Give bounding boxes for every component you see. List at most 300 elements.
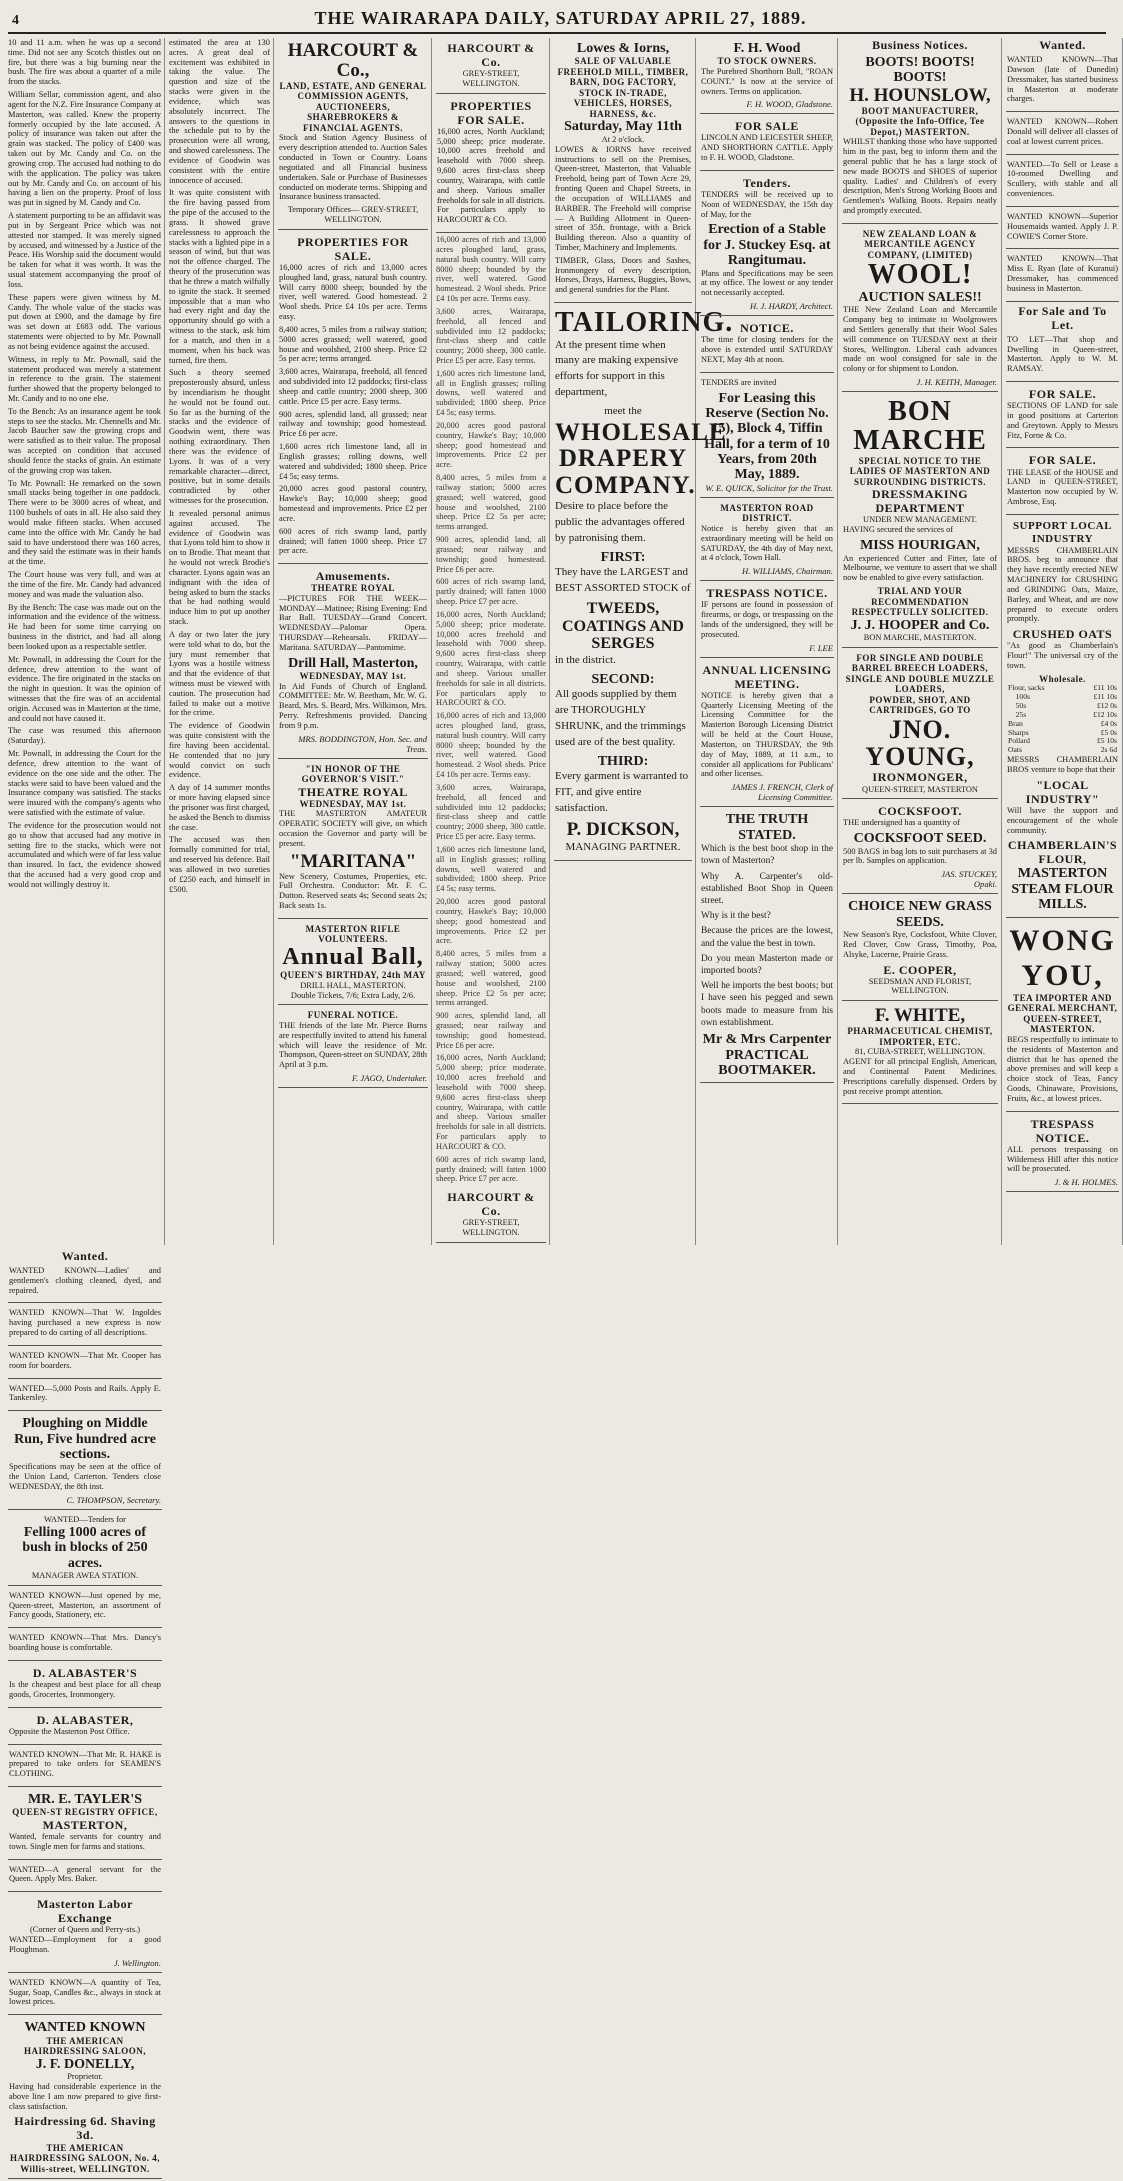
wanted-ad (8, 1747, 162, 1787)
ad-body: WANTED KNOWN—That Miss E. Ryan (late of Kuranui) Dressmaker, has commenced business in Masterton. (1007, 254, 1118, 293)
ad-subheading: THE AMERICAN HAIRDRESSING SALOON, (23, 2035, 147, 2057)
properties-ad-2 (436, 96, 546, 233)
ad-body: 1,600 acres rich limestone land, all in English grasses; rolling downs, well watered and subdivided; 1800 sheep. Price £4 5s; easy terms. (279, 442, 427, 481)
wanted-ad (1006, 114, 1119, 154)
ad-heading: Lowes & Iorns, (576, 41, 670, 56)
ad-body: Plans and Specifications may be seen at my office. The lowest or any tender not necessarily accepted. (701, 268, 833, 298)
alabaster-ad (8, 1663, 162, 1708)
f-white-chemist-ad (842, 1003, 998, 1104)
staff-name: MISS HOURIGAN, (860, 538, 980, 554)
bootmaker-title: PRACTICAL BOOTMAKER. (718, 1047, 816, 1078)
hall-date: WEDNESDAY, MAY 1st. (299, 671, 407, 682)
dialogue-line: Well he imports the best boots; but I have seen his pegged and sewn boots made to measure from his own establishment. (701, 981, 833, 1028)
wanted-ad (8, 1348, 162, 1379)
ad-office: GREY-STREET, WELLINGTON. (462, 69, 520, 88)
ad-role: PHARMACEUTICAL CHEMIST, IMPORTER, ETC. (847, 1026, 993, 1047)
paragraph: 16,000 acres, North Auckland; 5,000 sheep; price moderate. 10,000 acres freehold and leasehold with 7000 sheep. 9,600 acres first-class sheep country, Wairarapa, with cattle and sheep. Various smaller freeholds for sale in all districts. For particulars apply to HARCOURT & CO. (436, 1053, 546, 1151)
ad-body: The Purebred Shorthorn Bull, "ROAN COUNT." Is now at the service of owners. Terms on application. (701, 66, 833, 96)
ad-time: At 2 o'clock. (601, 134, 645, 144)
wanted-ad (1006, 52, 1119, 112)
price-row (1007, 746, 1118, 755)
ad-date: WEDNESDAY, MAY 1st. (299, 798, 407, 809)
wood-bull-ad (700, 38, 834, 114)
price-cell: Sharps (1008, 727, 1029, 737)
prices-heading: Wholesale. (1039, 673, 1086, 684)
ad-body: WANTED—Employment for a good Ploughman. (9, 1935, 161, 1954)
opera-title: "MARITANA" (289, 850, 417, 872)
ad-big-title: JNO. YOUNG, (865, 714, 975, 772)
ad-place: 81, CUBA-STREET, WELLINGTON. (854, 1047, 986, 1057)
paragraph: The Court house was very full, and was at the time of the fire. Mr. Candy had advanced money and was made the valuation also. (8, 570, 161, 599)
paragraph: 3,600 acres, Wairarapa, freehold, all fenced and subdivided into 12 paddocks; first-class sheep and cattle country; 2000 sheep, 300 cattle. Price £5 per acre. Easy terms. (436, 306, 546, 365)
column-6-notices (700, 38, 838, 1245)
ad-heading: Tenders. (743, 175, 791, 190)
ad-body: 500 BAGS in bag lots to suit purchasers at 3d per lb. Samples on application. (843, 846, 997, 866)
column-3-harcourt-amusements (278, 38, 432, 1245)
signature: MANAGER AWEA STATION. (31, 1570, 139, 1580)
paragraph: William Sellar, commission agent, and also agent for the N.Z. Fire Insurance Company at Masterton, was called. Knew the property formerly occupied by the late accused. A policy of insurance was taken out after the grain was stacked. The policy of £400 was taken out by Mr. Candy and Co. on the growing crop. The accused had nothing to do with the application. The policy was taken out by Mr. Candy and Co. on account of his having a lien on the property. Proof of loss was put in signed by M. Candy and Co. (8, 90, 161, 208)
funeral-notice (278, 1007, 428, 1088)
wanted-ad (1006, 209, 1119, 249)
signature: W. E. QUICK, Solicitor for the Trust. (705, 482, 833, 493)
tenders-stable-ad (700, 173, 834, 316)
wool-auction-ad (842, 226, 998, 392)
to-let-ad (1006, 332, 1119, 382)
signature-role: MANAGING PARTNER. (565, 841, 681, 854)
dialogue-line: Because the prices are the lowest, and the value the best in town. (701, 926, 833, 949)
paragraph: A day of 14 summer months or more having elapsed since the prisoner was first charged, he asked the Bench to dismiss the case. (169, 783, 271, 832)
ad-subheading: (Corner of Queen and Perry-sts.) (29, 1925, 140, 1935)
cocksfoot-ad (842, 801, 998, 894)
felling-tender-ad (8, 1512, 162, 1586)
motto: "LOCAL INDUSTRY" (1025, 777, 1100, 806)
road-district-ad (700, 500, 834, 581)
ad-body: WANTED KNOWN—That Mr. Cooper has room for boarders. (9, 1350, 161, 1370)
ad-heading: FOR SINGLE AND DOUBLE BARREL BREECH LOADERS, (851, 652, 989, 674)
ad-heading: BOOTS! BOOTS! BOOTS! (865, 55, 975, 86)
ad-big-title: Annual Ball, (282, 943, 424, 970)
labor-exchange-ad (8, 1894, 162, 1973)
ad-body: WANTED—5,000 Posts and Rails. Apply E. Tankersley. (9, 1383, 161, 1403)
price-cell: £4 0s (1100, 718, 1117, 728)
price-cell: £5 10s (1096, 736, 1117, 746)
ad-body: WANTED—A general servant for the Queen. Apply Mrs. Baker. (9, 1864, 161, 1884)
ad-body: At the present time when many are making expensive efforts for support in this department, (555, 338, 679, 399)
price-cell: £12 10s (1093, 709, 1117, 719)
wanted-ad (8, 1630, 162, 1661)
mill-name: CHAMBERLAIN'S FLOUR, (1007, 838, 1118, 867)
signature: H. WILLIAMS, Chairman. (742, 566, 833, 577)
wong-you-ad (1006, 920, 1119, 1112)
ad-body: An experienced Cutter and Fitter, late of Melbourne, we venture to assert that we shall now be enabled to give every satisfaction. (843, 553, 997, 583)
chamberlain-flour-ad (1006, 517, 1119, 918)
mill-title: MASTERTON STEAM FLOUR MILLS. (1011, 866, 1114, 913)
price-table (1007, 684, 1118, 755)
ad-body: They have the LARGEST and BEST ASSORTED STOCK of (555, 566, 691, 595)
registry-office-ad (8, 1789, 162, 1860)
price-cell: £12 0s (1096, 700, 1117, 710)
paragraph: 10 and 11 a.m. when he was up a second time. Did not see any Scotch thistles out on fire, but there was a big burning near the bush. The fire was about a quarter of a mile from the stacks. (8, 38, 161, 87)
price-cell: £11 10s (1093, 692, 1117, 702)
ad-body: 900 acres, splendid land, all grassed; near railway and township; good homestead. Price £6 per acre. (279, 409, 427, 439)
theatre-heading: THEATRE ROYAL (298, 784, 408, 799)
ad-body: All goods supplied by them are THOROUGHLY SHRUNK, and the trimmings used are of the best quality. (555, 688, 686, 748)
column-8-wanted-chamberlain (1006, 38, 1123, 1245)
ad-heading: FOR SALE. (1028, 453, 1097, 468)
ad-heading: D. ALABASTER, (36, 1712, 134, 1727)
signature-place: Opaki. (973, 879, 997, 890)
dialogue-line: Why is it the best? (701, 911, 771, 922)
wanted-ad (8, 1588, 162, 1628)
truth-stated-ad (700, 809, 834, 1083)
ad-heading: SUPPORT LOCAL INDUSTRY (1012, 519, 1113, 545)
ad-heading: TRESPASS NOTICE. (706, 586, 828, 601)
ad-subheading: QUEEN-ST REGISTRY OFFICE, (12, 1807, 158, 1818)
price-cell: Pollard (1008, 736, 1030, 746)
ad-body: NOTICE is hereby given that a Quarterly Licensing Meeting of the Licensing Committee for the Masterton Borough Licensing District will be held at the Court House, Masterton, on THURSDAY, the 9th day of May, 1889, at 11 a.m., to consider all applications for Publicans' and other licenses. (701, 690, 833, 779)
ad-body: 600 acres of rich swamp land, partly drained; will fatten 1000 sheep. Price £7 per acre. (279, 526, 427, 556)
ad-heading: THE TRUTH STATED. (725, 812, 809, 843)
price-cell: £11 10s (1093, 683, 1117, 693)
wool-title: WOOL! (867, 259, 973, 291)
theatre-body: —PICTURES FOR THE WEEK— MONDAY—Matinee; Rising Evening: End Bar Ball. TUESDAY—Grand Concert. WEDNESDAY—Palomar Opera. THURSDAY—Rehearsals. FRIDAY—Maritana. SATURDAY—Pantomime. (279, 593, 427, 652)
section-heading: For Sale and To Let. (1018, 303, 1107, 332)
paragraph: By the Bench: The case was made out on the information and the evidence of the witness. He had been for some time carrying on business in the district, and had all along been looked upon as a respectable settler. (8, 602, 161, 651)
paragraph: Mr. Pownall, in addressing the Court for the defence, drew attention to the want of evidence on the one side and the other. The stacks were said to have been valued and the Insurance company was satisfied. The stacks were insured with the company's agents who were satisfied with the estimate of value. (8, 749, 161, 818)
ad-big-title: H. HOUNSLOW, (849, 84, 991, 106)
trespass-notice-ad (1006, 1114, 1119, 1193)
ad-body: Wanted, female servants for country and town. Single men for farms and stations. (9, 1831, 161, 1851)
section-heading: Amusements. (315, 569, 391, 584)
paragraph: These papers were given witness by M. Candy. The whole value of the stacks was put down at £900, and the damage by fire was set down at £683 odd. The various statements were objected to by Mr. Pownall as not being evidence against the accused. (8, 292, 161, 351)
ad-body: WANTED KNOWN—Ladies' and gentlemen's clothing cleaned, dyed, and repaired. (9, 1266, 161, 1295)
paragraph: The evidence of Goodwin was quite consistent with the fire having been accidental. He contended that no jury would convict on such evidence. (169, 721, 270, 780)
ad-heading: "IN HONOR OF THE GOVERNOR'S VISIT." (301, 763, 405, 785)
signature: J. H. KEITH, Manager. (916, 377, 997, 388)
ad-tickets: Double Tickets, 7/6; Extra Lady, 2/6. (290, 990, 416, 1000)
signature: J. & H. HOLMES. (1054, 1177, 1118, 1188)
ad-heading: NOTICE. (740, 321, 794, 336)
price-line: Hairdressing 6d. Shaving 3d. (14, 2114, 156, 2143)
ad-heading: FOR SALE. (1028, 387, 1097, 402)
alabaster-ad-2 (8, 1710, 162, 1745)
ad-heading: TRESPASS NOTICE. (1030, 1116, 1095, 1145)
paragraph: To the Bench: As an insurance agent he took steps to see the stacks. Mr. Chennells and Mr. Jacob Baucher saw the growing crops and were satisfied as to their value. The proposal was accepted on condition that accused should fence the stacks of grain. An estimate of the growing crop was taken. (8, 406, 161, 475)
price-cell: 50s (1008, 700, 1027, 710)
wanted-ad (1006, 157, 1119, 207)
ad-subheading: BOOT MANUFACTURER, (Opposite the Info-Office, Tee Depot,) MASTERTON. (855, 105, 985, 137)
price-cell: 2s 6d (1100, 745, 1117, 755)
governor-visit-ad (278, 761, 428, 919)
ad-body: Having had considerable experience in the above line I am now prepared to give first-class satisfaction. (9, 2081, 161, 2111)
ad-body: Notice is hereby given that an extraordinary meeting will be held on SATURDAY, the 4th day of May next, at 4 o'clock, Town Hall. (701, 523, 833, 563)
ad-body: New Scenery, Costumes, Properties, etc. Full Orchestra. Conductor: Mr. F. C. Dutton. Reserved seats 4s; Second seats 2s; Back seats 1s. (279, 871, 427, 911)
paragraph: The case was resumed this afternoon (Saturday). (8, 726, 161, 746)
column-4-properties (436, 38, 550, 1245)
ad-heading: D. ALABASTER'S (32, 1665, 138, 1680)
signature-name: E. COOPER, (883, 962, 957, 977)
ad-body: TENDERS are invited (701, 377, 777, 387)
ad-body: MESSRS CHAMBERLAIN BROS. beg to announce that they have recently erected NEW MACHINERY for CRUSHING and GRINDING Oats, Maize, Barley, and Wheat, and are now prepared to execute orders promptly. (1007, 545, 1118, 624)
price-cell: £5 0s (1100, 727, 1117, 737)
signature-name: P. DICKSON, (566, 819, 680, 841)
properties-ad (278, 232, 428, 564)
signature-name: Mr & Mrs Carpenter (702, 1032, 832, 1048)
ad-body: Opposite the Masterton Post Office. (9, 1726, 130, 1736)
ad-heading: F. H. Wood (733, 41, 801, 56)
signature: F. H. WOOD, Gladstone. (746, 99, 833, 110)
signature: JAMES J. FRENCH, Clerk of Licensing Committee. (731, 782, 833, 803)
dept-heading: DRESSMAKING DEPARTMENT (871, 487, 969, 516)
proprietor-name: J. F. DONELLY, (35, 2056, 135, 2072)
section-heading: Business Notices. (872, 38, 968, 52)
sheep-sale-ad (700, 116, 834, 171)
ad-body: LOWES & IORNS have received instructions to sell on the Premises, Queen-street, Masterton, that Valuable Freehold, being part of Town Acre 29, fronting Queen and Chapel Streets, in the occupation of WILLIAMS and BARBER. The Freehold will comprise— A Building Allotment in Queen-street of 35ft. frontage, with a Brick Building thereon. Also a quantity of Timber, Machinery and Implements. (555, 144, 691, 252)
ad-body: WANTED KNOWN—Just opened by me, Queen-street, Masterton, an assortment of Fancy goods, Stationery, etc. (9, 1590, 161, 1620)
ad-body: IF persons are found in possession of firearms, or dogs, or trespassing on the lands of the undersigned, they will be prosecuted. (701, 600, 833, 639)
ad-heading: ANNUAL LICENSING MEETING. (702, 662, 832, 691)
paragraph: Witness, in reply to Mr. Pownall, said the statement produced was merely a statement in reference to the grain. The statement further showed that the property belonged to Mr. Candy and to no one else. (8, 354, 161, 403)
ad-body: in the district. (555, 653, 616, 666)
ad-subheading: TEA IMPORTER AND GENERAL MERCHANT, QUEEN-STREET, MASTERTON. (1007, 992, 1118, 1035)
ad-body: LINCOLN AND LEICESTER SHEEP, AND SHORTHORN CATTLE. Apply to F. H. WOOD, Gladstone. (701, 133, 833, 163)
paragraph: 8,400 acres, 5 miles from a railway station; 5000 acres grassed; well watered, good house and woolshed, 2100 sheep. Price £2 5s per acre; terms arranged. (436, 473, 546, 532)
dialogue-line: Which is the best boot shop in the town of Masterton? (701, 844, 833, 867)
newspaper-title: THE WAIRARAPA DAILY, SATURDAY APRIL 27, 1889. (314, 8, 807, 28)
ad-body: THE undersigned has a quantity of (843, 818, 960, 828)
ad-body: HAVING secured the services of (843, 525, 954, 535)
dialogue-line: Why A. Carpenter's old-established Boot Shop in Queen street. (701, 871, 833, 906)
ad-body: 3,600 acres, Wairarapa, freehold, all fenced and subdivided into 12 paddocks; first-class sheep and cattle country; 2000 sheep, 300 cattle. Price £5 per acre. Easy terms. (279, 367, 427, 406)
trespass-notice-ad (700, 583, 834, 657)
price-cell: 100s (1008, 692, 1030, 702)
ad-heading: WANTED—Tenders for (44, 1514, 126, 1524)
ad-body: WHILST thanking those who have supported him in the past, beg to inform them and the general public that he has a large stock of new made BOOTS and SHOES of superior quality. Ladies' and Children's of every description, Men's Strong Working Boots and Gentlemen's Walking Boots. Repairs neatly and promptly executed. (843, 137, 997, 216)
wanted-ad (8, 1263, 162, 1303)
ad-body: Is the cheapest and best place for all cheap goods, Groceries, Ironmongery. (9, 1679, 161, 1699)
ad-meet: meet the (604, 405, 642, 418)
paragraph: A day or two later the jury were told what to do, but the jury must remember that Lyons was a hostile witness and that the evidence of that witness must be viewed with caution. The prosecution had failed to make out a motive for the crime. (169, 629, 270, 718)
ad-footer: THE AMERICAN HAIRDRESSING SALOON, No. 4, Willis-street, WELLINGTON. (9, 2142, 161, 2174)
ad-big-title: F. WHITE, (874, 1005, 966, 1027)
wholesale-drapery-title: WHOLESALE DRAPERY COMPANY. (555, 419, 727, 499)
ad-heading: FOR SALE (735, 119, 799, 134)
harcourt-ad (278, 38, 428, 230)
section-heading: Wanted. (61, 1248, 109, 1263)
signature: F. LEE (809, 642, 833, 653)
ad-big-title: WANTED KNOWN (24, 2020, 146, 2036)
point-heading: FIRST: (600, 549, 646, 565)
ad-heading: HARCOURT & Co., (287, 40, 419, 81)
point-heading: THIRD: (597, 753, 649, 769)
signature: C. THOMPSON, Secretary. (66, 1494, 161, 1505)
ad-body: 16,000 acres, North Auckland; 5,000 sheep; price moderate. 10,000 acres freehold and leasehold with 7000 sheep. 9,600 acres first-class sheep country, Wairarapa, with cattle and sheep. Various smaller freeholds for sale in all districts. For particulars apply to HARCOURT & CO. (437, 126, 545, 225)
ad-body: THE MASTERTON AMATEUR OPERATIC SOCIETY will give, on which occasion the Governor and party will be present. (279, 809, 427, 848)
signature: F. JAGO, Undertaker. (351, 1073, 427, 1083)
ad-body: BEGS respectfully to intimate to the residents of Masterton and district that he has opened the above premises and will keep a choice stock of Teas, Fancy Goods, Chinaware, Provisions, Fruits, &c., at lowest prices. (1007, 1034, 1118, 1103)
ad-body: 8,400 acres, 5 miles from a railway station; 5000 acres grassed; well watered, good house and woolshed, 2100 sheep. Price £2 5s per acre; terms arranged. (279, 324, 427, 364)
harcourt-ad-3 (436, 1187, 546, 1243)
wanted-ad (8, 1305, 162, 1345)
paragraph: 20,000 acres good pastoral country, Hawke's Bay; 10,000 sheep; good homestead and improvements. Price £2 per acre. (436, 420, 546, 470)
ad-subheading: SINGLE AND DOUBLE MUZZLE LOADERS, (845, 673, 995, 695)
page-number: 4 (12, 13, 19, 28)
column-5-lowes-tailoring (554, 38, 734, 1245)
paragraph: 1,600 acres rich limestone land, all in English grasses; rolling downs, well watered and subdivided; 1800 sheep. Price £4 5s; easy terms. (436, 844, 546, 894)
ad-heading: PROPERTIES FOR SALE. (450, 98, 532, 127)
paragraph: The accused was then formally committed for trial, and reserved his defence. Bail was allowed in two sureties of £250 each, and himself in £500. (169, 835, 270, 894)
ad-big-title: COCKSFOOT SEED. (853, 831, 987, 847)
ad-body: THE friends of the late Mr. Pierce Burns are respectfully invited to attend his funeral which will leave the residence of Mr. Thompson, Queen-street on SUNDAY, 28th April at 3 p.m. (279, 1020, 427, 1070)
ad-office: Temporary Offices— GREY-STREET, WELLINGTON. (287, 205, 419, 225)
ad-body: WANTED KNOWN—That Mr. R. HAKE is prepared to take orders for SEAMEN'S CLOTHING. (9, 1749, 161, 1779)
paragraph: 16,000 acres, North Auckland; 5,000 sheep; price moderate. 10,000 acres freehold and leasehold with 7000 sheep. 9,600 acres first-class sheep country, Wairarapa, with cattle and sheep. Various smaller freeholds for sale in all districts. For particulars apply to HARCOURT & CO. (436, 609, 546, 708)
paragraph: 8,400 acres, 5 miles from a railway station; 5000 acres grassed; well watered, good house and woolshed, 2100 sheep. Price £2 5s per acre; terms arranged. (436, 949, 546, 1008)
signature: J. Wellington. (113, 1957, 161, 1968)
ad-body: Will have the support and encouragement of the whole community. (1007, 805, 1118, 835)
for-sale-ad (1006, 450, 1119, 514)
ad-body: WANTED KNOWN—A quantity of Tea, Sugar, Soap, Candles &c., always in stock at lowest prices. (9, 1977, 161, 2007)
paragraph: The evidence for the prosecution would not go to show that accused had any motive in setting fire to the stacks, which were not accumulated and which were of far less value than insured. In fact, the evidence showed that the accused had a very good crop and would not willingly destroy it. (8, 820, 161, 889)
notice-ad (700, 318, 834, 373)
tweeds-heading: TWEEDS, COATINGS AND SERGES (562, 600, 684, 653)
ad-heading: Ploughing on Middle Run, Five hundred acre sections. (14, 1416, 156, 1463)
ad-date: Saturday, May 11th (564, 119, 682, 135)
signature-place: BON MARCHE, MASTERTON. (863, 632, 977, 642)
column-2-court-report (169, 38, 274, 1245)
point-heading: SECOND: (591, 671, 655, 687)
tailoring-ad (554, 305, 734, 861)
hall-body: In Aid Funds of Church of England. COMMITTEE: Mr. W. Beetham, Mr. W. G. Beard, Mrs. S. Beard, Mrs. Wilkinson, Mrs. Perry. Refreshments provided. Dancing from 9 p.m. (279, 681, 427, 730)
paragraph: 600 acres of rich swamp land, partly drained; will fatten 1000 sheep. Price £7 per acre. (436, 577, 546, 607)
bon-marche-ad (842, 394, 998, 648)
ad-body: WANTED—To Sell or Lease a 10-roomed Dwelling and Scullery, with stable and all conveniences. (1007, 159, 1118, 199)
ad-body: MESSRS CHAMBERLAIN BROS venture to hope that their (1007, 755, 1118, 775)
ad-heading: Masterton Labor Exchange (37, 1897, 133, 1926)
ad-body: SECTIONS OF LAND for sale in good positions at Carterton and Greytown. Apply to Messrs Fitz, Forne & Co. (1007, 401, 1118, 440)
price-cell: Oats (1008, 745, 1022, 755)
ad-subheading: SPECIAL NOTICE TO THE LADIES OF MASTERTON AND SURROUNDING DISTRICTS. (849, 455, 991, 487)
ad-heading: CHOICE NEW GRASS SEEDS. (848, 899, 992, 930)
ad-body: 20,000 acres good pastoral country, Hawke's Bay; 10,000 sheep; good homestead and improvements. Price £2 per acre. (279, 484, 427, 523)
price-cell: 25s (1008, 709, 1027, 719)
ad-heading: MASTERTON ROAD DISTRICT. (720, 502, 814, 524)
proprietor-role: Proprietor. (67, 2072, 103, 2082)
paragraph: 600 acres of rich swamp land, partly drained; will fatten 1000 sheep. Price £7 per acre. (436, 1154, 546, 1184)
ad-body: TENDERS will be received up to Noon of WEDNESDAY, the 15th day of May, for the (701, 189, 833, 219)
paragraph: Such a theory seemed preposterously absurd, unless by incendiarism he thought he would not be found out. So far as the burning of the stacks and the evidence of Goodwin went, there was nothing extraordinary. Then there was the evidence of Lyons. It was of a very remarkable character—direct, positive, but in some details contradicted by other witnesses for the prosecution. (169, 368, 270, 506)
ad-body: Every garment is warranted to FIT, and give entire satisfaction. (555, 770, 689, 815)
paragraph: 16,000 acres of rich and 13,000 acres ploughed land, grass, natural bush country. Will carry 8000 sheep; bounded by the river, well watered. Good homestead. 2 Wool sheds. Price £4 10s per acre. Terms easy. (436, 235, 546, 304)
ad-body: Specifications may be seen at the office of the Union Land, Carterton. Tenders close WEDNESDAY, the 8th inst. (9, 1462, 161, 1492)
wanted-ad (8, 1975, 162, 2015)
ad-place: DRILL HALL, MASTERTON. (300, 980, 406, 990)
ad-place: QUEEN-STREET, MASTERTON (862, 784, 978, 794)
ad-heading: NEW ZEALAND LOAN & MERCANTILE AGENCY COMPANY, (LIMITED) (862, 228, 978, 260)
ad-body: TRIAL AND YOUR RECOMMENDATION RESPECTFULLY SOLICITED. (851, 586, 989, 618)
dialogue-line: Do you mean Masterton made or imported boots? (701, 953, 833, 977)
ad-big-title: Felling 1000 acres of bush in blocks of 250 acres. (22, 1524, 148, 1571)
ad-body: The time for closing tenders for the above is extended until SATURDAY NEXT, May 4th at noon. (701, 335, 833, 364)
amusements-section (278, 566, 428, 759)
ad-body: Stock and Station Agency Business of every description attended to. Auction Sales conducted in Town or Country. Loans negotiated and all Financial business undertaken. Sale or Purchase of Businesses conducted on moderate terms. Shipping and Insurance business transacted. (279, 133, 427, 202)
paragraph: It was quite consistent with the fire having passed from the pipe of the accused to the grass. It showed grave carelessness to approach the stacks with a lighted pipe in a season of wind, but that was not the offence charged. The theory of the prosecution was that he threw a match wilfully to ignite the stack. It seemed impossible that a man who had every right and day the opportunity should go with a witness to the stack, ask him for a match, and then in a moment, when his back was turned, fire them. (169, 188, 270, 365)
ad-big-title: WONG YOU, (1009, 923, 1116, 992)
lease-reserve-ad (700, 375, 834, 498)
lease-job: For Leasing this Reserve (Section No. 15), Block 4, Tiffin Hall, for a term of 10 Years, from 20th May, 1889. (704, 390, 830, 483)
bon-marche-title: BON MARCHE (853, 396, 987, 457)
ad-subheading: LAND, ESTATE, AND GENERAL COMMISSION AGENTS, AUCTIONEERS, SHAREBROKERS & FINANCIAL AGENTS. (279, 80, 427, 133)
ad-heading: HARCOURT & Co. (447, 41, 535, 70)
ad-body: Desire to place before the public the advantages offered by patronising them. (555, 499, 685, 544)
ad-body: WANTED KNOWN—That Dawson (late of Dunedin) Dressmaker, has started business in Masterton at moderate charges. (1007, 55, 1118, 104)
masthead (8, 6, 1106, 34)
jno-young-ad (842, 650, 998, 800)
ad-heading: PROPERTIES FOR SALE. (297, 234, 409, 263)
ad-role: IRONMONGER, (872, 770, 968, 785)
tender-job: Erection of a Stable for J. Stuckey Esq. at Rangitumau. (703, 222, 831, 269)
section-heading: Wanted. (1039, 38, 1086, 52)
wanted-ad (1006, 251, 1119, 301)
paragraph: To Mr. Pownall: He remarked on the sown small stacks being together in one paddock. There were to be 3000 acres of wheat, and 1100 bushels of oats in all. He also said they would make fifteen stacks. When accused came into the office with Mr. Candy he had said to have understood there was 160 acres, and they said the estimate was in their hands at the time. (8, 478, 161, 567)
ad-heading: TAILORING. (555, 307, 734, 339)
ad-body: 16,000 acres of rich and 13,000 acres ploughed land, grass, natural bush country. Will carry 8000 sheep; bounded by the river, well watered. Good homestead. 2 Wool sheds. Price £4 10s per acre. Terms easy. (279, 262, 427, 322)
hounslow-boots-ad (842, 52, 998, 224)
crushed-oats-heading: CRUSHED OATS (1012, 627, 1113, 642)
wanted-ad (8, 1862, 162, 1893)
ad-body: WANTED KNOWN—Robert Donald will deliver all classes of coal at lowest current prices. (1007, 117, 1118, 146)
price-cell: Flour, sacks (1008, 683, 1045, 693)
signature: MRS. BODDINGTON, Hon. Sec. and Treas. (298, 733, 427, 754)
ad-heading: HARCOURT & Co. (447, 1190, 535, 1219)
ad-body: New Season's Rye, Cocksfoot, White Clover, Red Clover, Cow Grass, Timothy, Poa, Alsyke, Lucerne, Prairie Grass. (843, 930, 997, 959)
signature-role: SEEDSMAN AND FLORIST, WELLINGTON. (868, 976, 972, 996)
signature: JAS. STUCKEY, (941, 869, 997, 880)
paragraph: 3,600 acres, Wairarapa, freehold, all fenced and subdivided into 12 paddocks; first-class sheep and cattle country; 2000 sheep, 300 cattle. Price £5 per acre. Easy terms. (436, 782, 546, 842)
auction-title: AUCTION SALES!! (858, 289, 982, 305)
ad-office: GREY-STREET, WELLINGTON. (462, 1218, 520, 1238)
column-9-wanted (8, 1249, 165, 2181)
ad-subheading: POWDER, SHOT, AND CARTRIDGES, GO TO (869, 694, 971, 716)
ad-body: THE LEASE of the HOUSE and LAND in QUEEN-STREET, Masterton now occupied by W. Ambrose, Esq. (1007, 467, 1118, 506)
signature: H. J. HARDY, Architect. (750, 301, 833, 312)
lowes-iorns-sale-ad (554, 38, 692, 303)
paragraph: estimated the area at 130 acres. A great deal of excitement was exhibited in taking the value. The question and size of the stacks were given in the evidence, which was absolutely incorrect. The answers to the questions in the schedule put to by the prosecution were all wrong, and showed carelessness. The evidence of Goodwin was consistent with the entire innocence of accused. (169, 38, 270, 185)
ad-body: TO LET—That shop and Dwelling in Queen-street, Masterton. Apply to W. M. RAMSAY. (1007, 334, 1118, 374)
ad-heading: MR. E. TAYLER'S (27, 1791, 143, 1807)
paragraph: 900 acres, splendid land, all grassed; near railway and township; good homestead. Price £6 per acre. (436, 535, 546, 574)
column-7-business-notices (842, 38, 1002, 1245)
column-1-court-report (8, 38, 165, 1245)
rifle-ball-ad (278, 921, 428, 1005)
paragraph: It revealed personal animus against accused. The evidence of Goodwin was that Lyons told him to show it on to Brodie. That meant that he would not wreck Brodie's character. Lyons again was an indignant with the idea of being asked to burn the stacks that he had nothing would induce him to put up another stack. (169, 508, 270, 627)
signature-name: J. J. HOOPER and Co. (850, 617, 990, 633)
paragraph: A statement purporting to be an affidavit was put in by Sergeant Price which was not attested nor stamped. It was merely signed by accused, and witnessed by a Justice of the Peace. His Worship said the document would be taken for what it was worth. It was the usual statement accompanying the proof of loss. (8, 211, 161, 289)
ad-body: WANTED KNOWN—Superior Housemaids wanted. Apply J. P. COWIE'S Corner Store. (1007, 211, 1118, 241)
ad-body: TIMBER, Glass, Doors and Sashes, Ironmongery of every description, Horses, Drays, Harness, Buggies, Bows, and general sundries for the Plant. (555, 255, 691, 295)
theatre-heading: THEATRE ROYAL (311, 583, 395, 594)
paragraph: 1,600 acres rich limestone land, all in English grasses; rolling downs, well watered and subdivided; 1800 sheep. Price £4 5s; easy terms. (436, 368, 546, 418)
mgmt-line: UNDER NEW MANAGEMENT. (863, 515, 977, 525)
grass-seeds-ad (842, 896, 998, 1001)
licensing-meeting-ad (700, 660, 834, 808)
ad-subheading: TO STOCK OWNERS. (717, 56, 817, 67)
hairdressing-ad (8, 2017, 162, 2179)
for-sale-ad (1006, 384, 1119, 448)
paragraph: Mr. Pownall, in addressing the Court for the defence, drew attention to the want of evidence. The fire originated in the stacks on the night in question. It was the opinion of witnesses that the fire was of an accidental origin. Accused was in Masterton at the time, and could not have caused it. (8, 654, 161, 723)
ad-body: WANTED KNOWN—That Mrs. Dancy's boarding house is comfortable. (9, 1633, 161, 1653)
wanted-ad (8, 1381, 162, 1412)
